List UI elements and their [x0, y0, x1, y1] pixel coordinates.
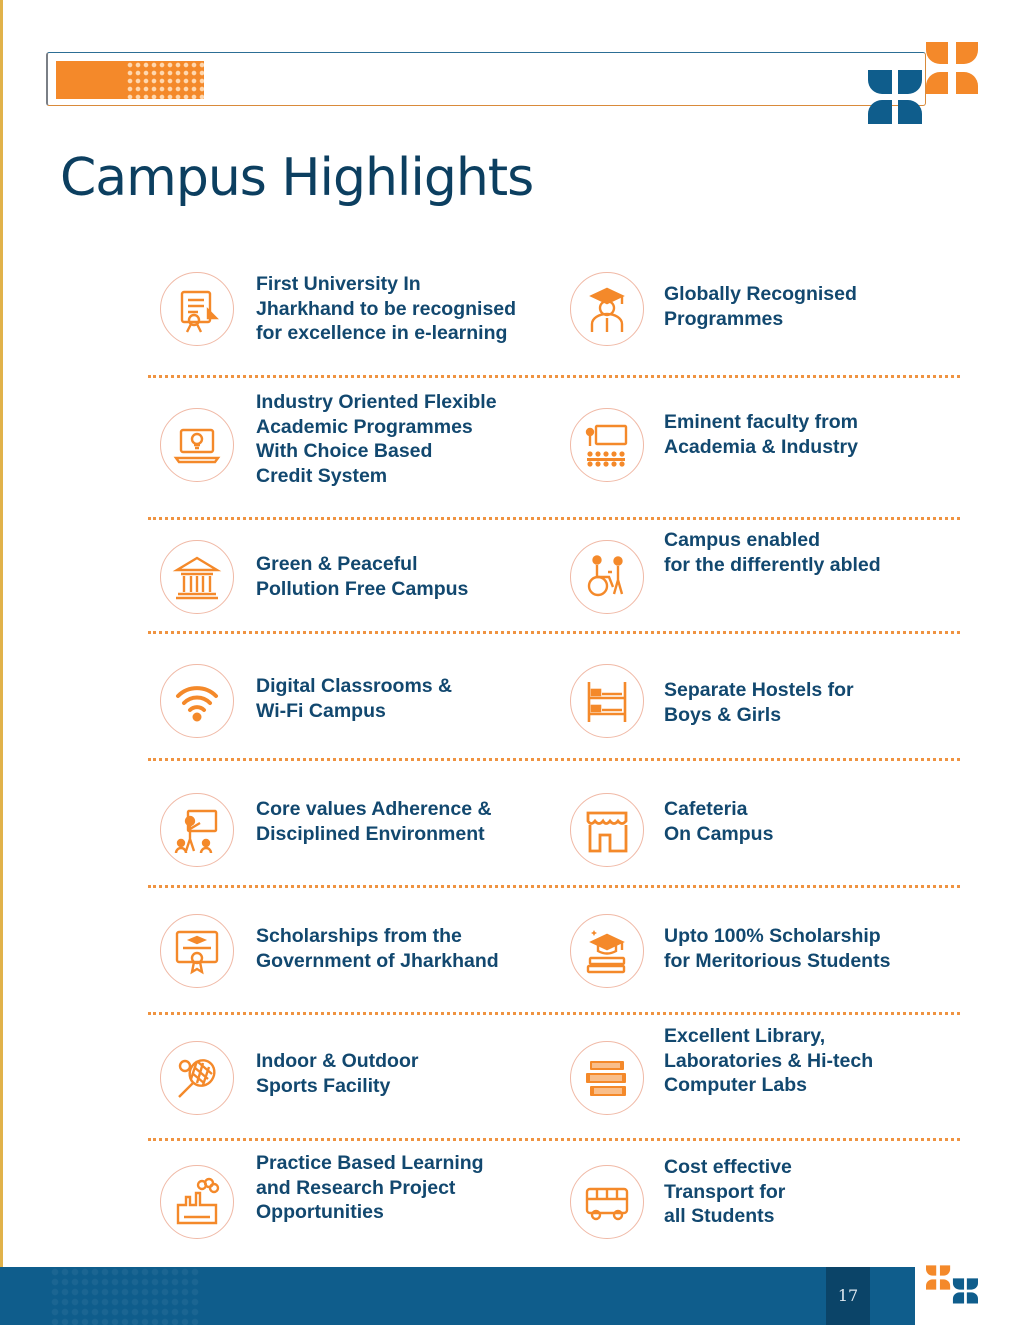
highlight-text: [256, 1151, 554, 1225]
highlight-text: [664, 924, 960, 973]
highlight-line: Campus enabled: [664, 529, 821, 551]
sports-racket-icon: [160, 1041, 234, 1115]
highlight-text: [664, 797, 960, 846]
highlight-row: [148, 378, 960, 520]
brand-logo-small-icon: [926, 1264, 978, 1304]
highlight-row: [148, 520, 960, 634]
cafeteria-shop-icon: [570, 793, 644, 867]
highlight-row: [148, 1015, 960, 1141]
highlight-item: [148, 1141, 554, 1265]
highlight-text: [256, 674, 554, 723]
page-number: 17: [837, 1286, 859, 1305]
highlight-item: [554, 262, 960, 375]
highlight-line: Industry Oriented Flexible: [256, 391, 497, 413]
highlight-line: Transport for: [664, 1180, 786, 1203]
highlight-line: Disciplined Environment: [256, 822, 485, 845]
highlight-text: [256, 797, 554, 846]
graduation-cap-books-icon: [570, 914, 644, 988]
highlight-line: Indoor & Outdoor: [256, 1050, 419, 1072]
highlight-line: Credit System: [256, 464, 388, 487]
highlight-text: [664, 410, 960, 459]
highlight-line: Eminent faculty from: [664, 411, 858, 433]
highlight-line: Practice Based Learning: [256, 1152, 484, 1174]
highlight-text: [256, 552, 554, 601]
highlight-line: First University In: [256, 273, 421, 295]
highlight-item: [148, 378, 554, 517]
highlight-line: Pollution Free Campus: [256, 577, 469, 600]
highlight-line: and Research Project: [256, 1176, 456, 1199]
highlight-line: Programmes: [664, 307, 784, 330]
highlight-line: for the differently abled: [664, 553, 881, 576]
highlight-row: [148, 262, 960, 378]
graduate-student-icon: [570, 272, 644, 346]
highlight-line: for excellence in e-learning: [256, 322, 508, 344]
highlight-line: Scholarships from the: [256, 925, 462, 947]
highlight-line: Academia & Industry: [664, 435, 858, 458]
highlight-line: for Meritorious Students: [664, 949, 891, 972]
highlight-row: [148, 888, 960, 1015]
lecture-audience-icon: [570, 408, 644, 482]
highlight-line: Academic Programmes: [256, 415, 473, 438]
highlight-line: Globally Recognised: [664, 283, 857, 305]
highlight-item: [554, 888, 960, 1012]
highlight-line: Core values Adherence &: [256, 798, 492, 820]
highlight-line: Computer Labs: [664, 1074, 808, 1096]
highlight-item: [148, 761, 554, 885]
highlight-item: [148, 888, 554, 1012]
highlight-text: [664, 528, 960, 577]
highlight-item: [148, 262, 554, 375]
highlight-item: [148, 1015, 554, 1138]
highlight-text: [664, 678, 960, 727]
highlight-text: [256, 272, 554, 346]
library-books-icon: [570, 1041, 644, 1115]
highlight-line: Wi-Fi Campus: [256, 699, 386, 722]
highlight-text: [664, 1155, 960, 1229]
highlight-line: Boys & Girls: [664, 703, 782, 726]
highlight-row: [148, 1141, 960, 1265]
highlight-line: Sports Facility: [256, 1074, 391, 1097]
teacher-board-icon: [160, 793, 234, 867]
highlight-line: On Campus: [664, 822, 774, 845]
highlight-line: Cafeteria: [664, 798, 748, 820]
highlight-item: [554, 761, 960, 885]
highlight-line: Green & Peaceful: [256, 553, 418, 575]
header-dot-pattern: [126, 61, 204, 99]
highlight-line: Cost effective: [664, 1156, 792, 1178]
campus-building-icon: [160, 540, 234, 614]
highlight-line: Laboratories & Hi-tech: [664, 1049, 874, 1072]
highlights-grid: [148, 262, 960, 1265]
highlight-text: [256, 390, 554, 488]
highlight-item: [554, 1015, 960, 1138]
highlight-line: Excellent Library,: [664, 1025, 826, 1047]
highlight-line: Separate Hostels for: [664, 679, 854, 701]
bus-icon: [570, 1165, 644, 1239]
brand-logo-icon: [868, 40, 980, 124]
highlight-line: Upto 100% Scholarship: [664, 925, 881, 947]
highlight-item: [554, 1141, 960, 1265]
scholarship-certificate-icon: [160, 914, 234, 988]
highlight-text: [664, 282, 960, 331]
e-learning-certificate-icon: [160, 272, 234, 346]
highlight-line: Digital Classrooms &: [256, 675, 453, 697]
factory-research-icon: [160, 1165, 234, 1239]
highlight-line: Opportunities: [256, 1201, 384, 1223]
highlight-item: [554, 520, 960, 631]
highlight-text: [256, 924, 554, 973]
highlight-item: [554, 378, 960, 517]
highlight-text: [256, 1049, 554, 1098]
highlight-line: With Choice Based: [256, 440, 433, 462]
highlight-line: Jharkhand to be recognised: [256, 297, 517, 320]
wheelchair-icon: [570, 540, 644, 614]
page-title: Campus Highlights: [60, 148, 534, 208]
laptop-lightbulb-icon: [160, 408, 234, 482]
bunk-bed-icon: [570, 664, 644, 738]
highlight-item: [554, 634, 960, 758]
wifi-icon: [160, 664, 234, 738]
highlight-item: [148, 634, 554, 758]
highlight-line: Government of Jharkhand: [256, 949, 499, 972]
highlight-row: [148, 761, 960, 888]
highlight-row: [148, 634, 960, 761]
highlight-line: all Students: [664, 1205, 775, 1227]
highlight-text: [664, 1024, 960, 1098]
highlight-item: [148, 520, 554, 631]
footer-pattern: [50, 1267, 200, 1325]
page-edge-stripe: [0, 0, 3, 1325]
